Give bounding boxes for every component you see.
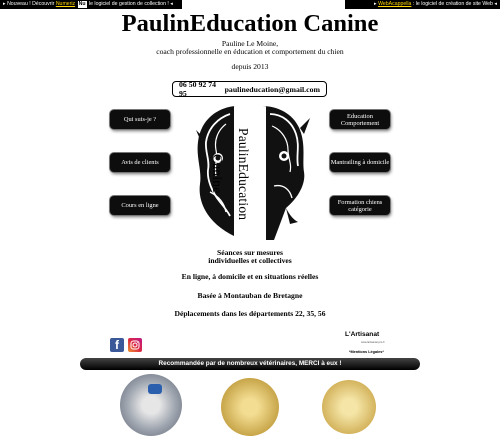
top-ad-numeriz[interactable]: [0, 0, 182, 9]
sessions-type-line: individuelles et collectives: [208, 256, 292, 265]
nav-about-button[interactable]: Qui suis-je ?: [110, 110, 170, 129]
top-ad-webacappella[interactable]: [345, 0, 500, 9]
location-modes-line: En ligne, à domicile et en situations réelles: [181, 272, 319, 281]
gold-award-badge: [221, 378, 279, 436]
webacappella-link[interactable]: WebAcappella: [378, 1, 412, 7]
artisanat-logo-text: L'Artisanat: [345, 331, 380, 338]
artisanat-tagline: www.lartisanat-pro.fr: [361, 341, 385, 344]
owner-role: coach professionnelle en éducation et comportement du chien: [156, 47, 344, 56]
legal-notice-link[interactable]: *Mentions Légales*: [349, 350, 384, 354]
since-text: depuis 2013: [231, 62, 269, 71]
nav-online-course-button[interactable]: Cours en ligne: [110, 196, 170, 215]
ad-suffix: le logiciel de gestion de collection ! ◂: [88, 1, 173, 7]
facebook-icon[interactable]: f: [110, 338, 124, 352]
numeriz-link[interactable]: Numeriz: [55, 1, 76, 7]
ad-arrow: ▸: [3, 1, 6, 7]
artisanat-logo[interactable]: [345, 331, 395, 357]
nav-education-button[interactable]: Education Comportement: [330, 110, 390, 129]
email-address[interactable]: paulineducation@gmail.com: [224, 84, 320, 94]
owner-name: Pauline Le Moine,: [221, 39, 279, 48]
based-in-line: Basée à Montauban de Bretagne: [197, 291, 303, 300]
ad-suffix: : le logiciel de création de site Web ◂: [412, 1, 497, 7]
recommendation-banner: Recommandée par de nombreux vétérinaires, MERCI à eux !: [80, 358, 420, 370]
ad-arrow: ▸: [374, 1, 377, 7]
ad-prefix: Nouveau ! Découvrir: [7, 1, 55, 7]
nav-reviews-button[interactable]: Avis de clients: [110, 153, 170, 172]
graduation-cap-icon: [148, 384, 162, 394]
nav-category-dogs-button[interactable]: Formation chiens catégorie: [330, 196, 390, 215]
contact-box: [172, 81, 327, 97]
phone-number[interactable]: 06 50 92 74 95: [179, 80, 217, 98]
departments-line: Déplacements dans les départements 22, 35, 56: [174, 309, 326, 318]
gold-award-badge-2: [322, 380, 376, 434]
instagram-icon[interactable]: [128, 338, 142, 352]
page-title: PaulinEducation Canine: [121, 10, 379, 37]
nav-mantrailing-button[interactable]: Mantrailing à domicile: [330, 153, 390, 172]
numeriz-logo: Nu: [78, 1, 86, 7]
sessions-line: Séances sur mesures: [217, 248, 283, 257]
vertical-title: PaulinEducation Canine: [210, 127, 251, 221]
